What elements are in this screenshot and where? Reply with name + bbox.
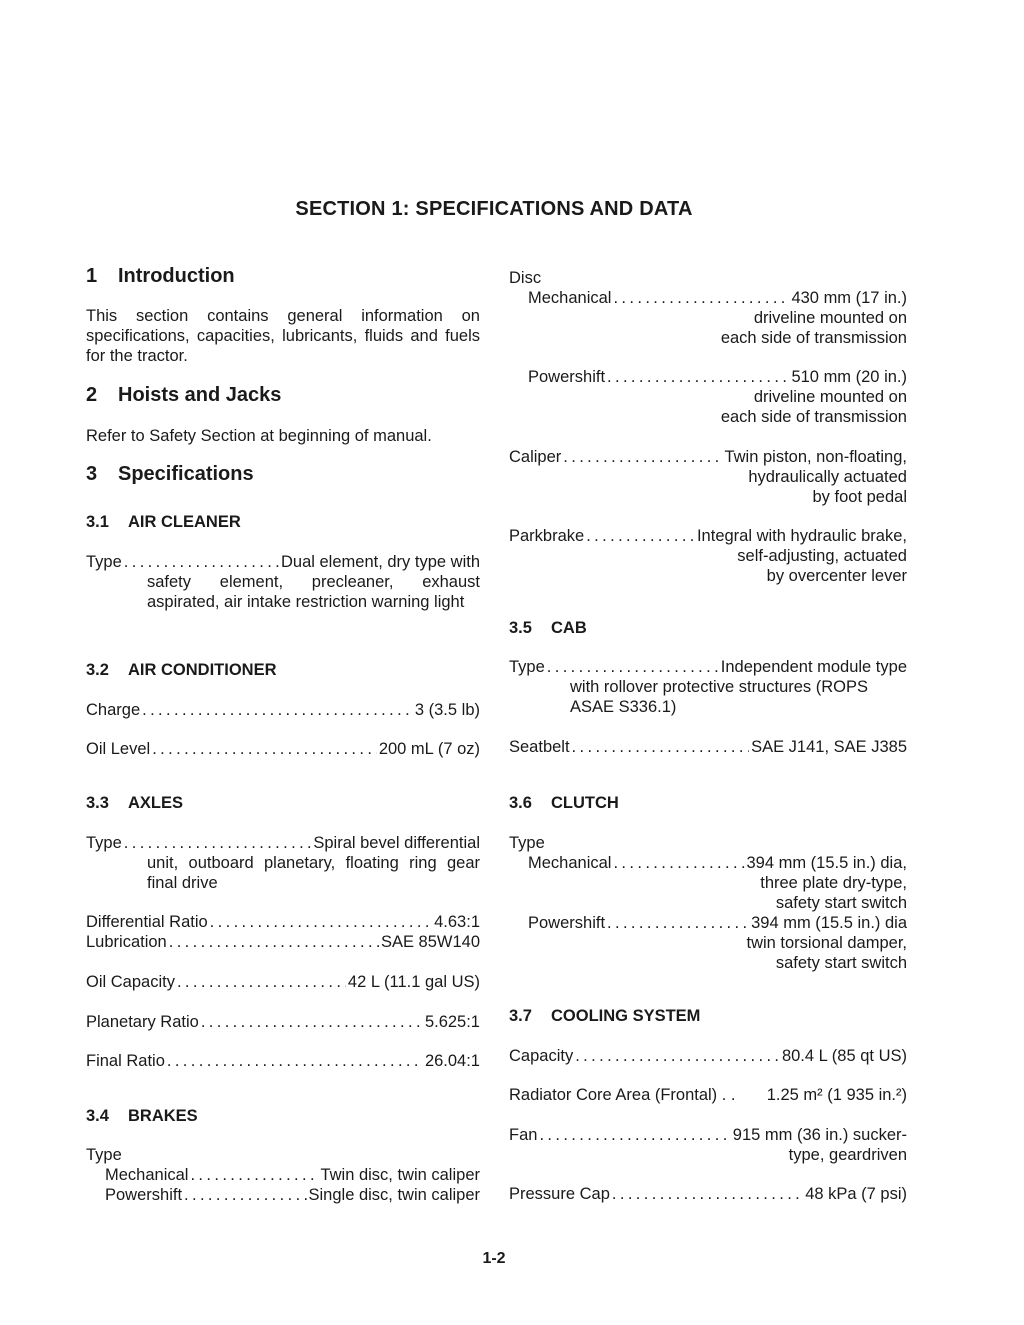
page-title: SECTION 1: SPECIFICATIONS AND DATA	[295, 198, 693, 220]
axles-final-ratio: Final Ratio . . . 26.04:1	[86, 1051, 480, 1071]
section-heading-specifications: 3 Specifications	[86, 463, 254, 485]
subsection-heading-clutch: 3.6 CLUTCH	[509, 794, 619, 812]
hoists-text: Refer to Safety Section at beginning of manual.	[86, 427, 432, 445]
air-conditioner-charge: Charge . . . 3 (3.5 lb)	[86, 700, 480, 720]
subsection-heading-cooling-system: 3.7 COOLING SYSTEM	[509, 1007, 701, 1025]
introduction-text: This section contains general information on specifications, capacities, lubricants, fluids and fuels for the tractor.	[86, 307, 480, 365]
cab-type: Type . . . Independent module type with rollover protective structures (ROPS ASAE S336.1)	[509, 657, 907, 717]
axles-type: Type . . . Spiral bevel differential unit, outboard planetary, floating ring gear final drive	[86, 833, 480, 893]
subsection-heading-air-cleaner: 3.1 AIR CLEANER	[86, 513, 241, 531]
axles-oil-capacity: Oil Capacity . . . 42 L (11.1 gal US)	[86, 972, 480, 992]
cooling-fan: Fan . . . 915 mm (36 in.) sucker- type, geardriven	[509, 1125, 907, 1165]
air-cleaner-type: Type . . . Dual element, dry type with safety element, precleaner, exhaust aspirated, air intake restriction warning light	[86, 552, 480, 612]
cooling-radiator-core-area: Radiator Core Area (Frontal) . . 1.25 m² (1 935 in.²)	[509, 1086, 907, 1104]
brakes-parkbrake: Parkbrake . . . Integral with hydraulic brake, self-adjusting, actuated by overcenter lever	[509, 526, 907, 586]
subsection-heading-cab: 3.5 CAB	[509, 619, 587, 637]
cab-seatbelt: Seatbelt . . . SAE J141, SAE J385	[509, 737, 907, 757]
brakes-type: Type Mechanical . . . Twin disc, twin caliper Powershift . . . Single disc, twin caliper	[86, 1145, 480, 1205]
section-heading-hoists: 2 Hoists and Jacks	[86, 384, 282, 406]
cooling-capacity: Capacity . . . 80.4 L (85 qt US)	[509, 1046, 907, 1066]
subsection-heading-axles: 3.3 AXLES	[86, 794, 184, 812]
cooling-pressure-cap: Pressure Cap . . . 48 kPa (7 psi)	[509, 1184, 907, 1204]
brakes-disc: Disc Mechanical . . . 430 mm (17 in.) driveline mounted on each side of transmission	[509, 268, 907, 348]
air-conditioner-oil-level: Oil Level . . . 200 mL (7 oz)	[86, 739, 480, 759]
axles-planetary-ratio: Planetary Ratio . . . 5.625:1	[86, 1012, 480, 1032]
brakes-caliper: Caliper . . . Twin piston, non-floating, hydraulically actuated by foot pedal	[509, 447, 907, 507]
subsection-heading-air-conditioner: 3.2 AIR CONDITIONER	[86, 661, 277, 679]
brakes-disc-powershift: Powershift . . . 510 mm (20 in.) driveline mounted on each side of transmission	[509, 367, 907, 427]
subsection-heading-brakes: 3.4 BRAKES	[86, 1107, 198, 1125]
page-number: 1-2	[482, 1250, 506, 1267]
clutch-type: Type Mechanical . . . 394 mm (15.5 in.) dia, three plate dry-type, safety start switch Powershift . . . 394 mm (15.5 in.) dia twin torsional damper, safety start switch	[509, 833, 907, 973]
section-heading-introduction: 1 Introduction	[86, 265, 235, 287]
axles-ratio-lubrication: Differential Ratio . . . 4.63:1 Lubrication . . . SAE 85W140	[86, 912, 480, 952]
